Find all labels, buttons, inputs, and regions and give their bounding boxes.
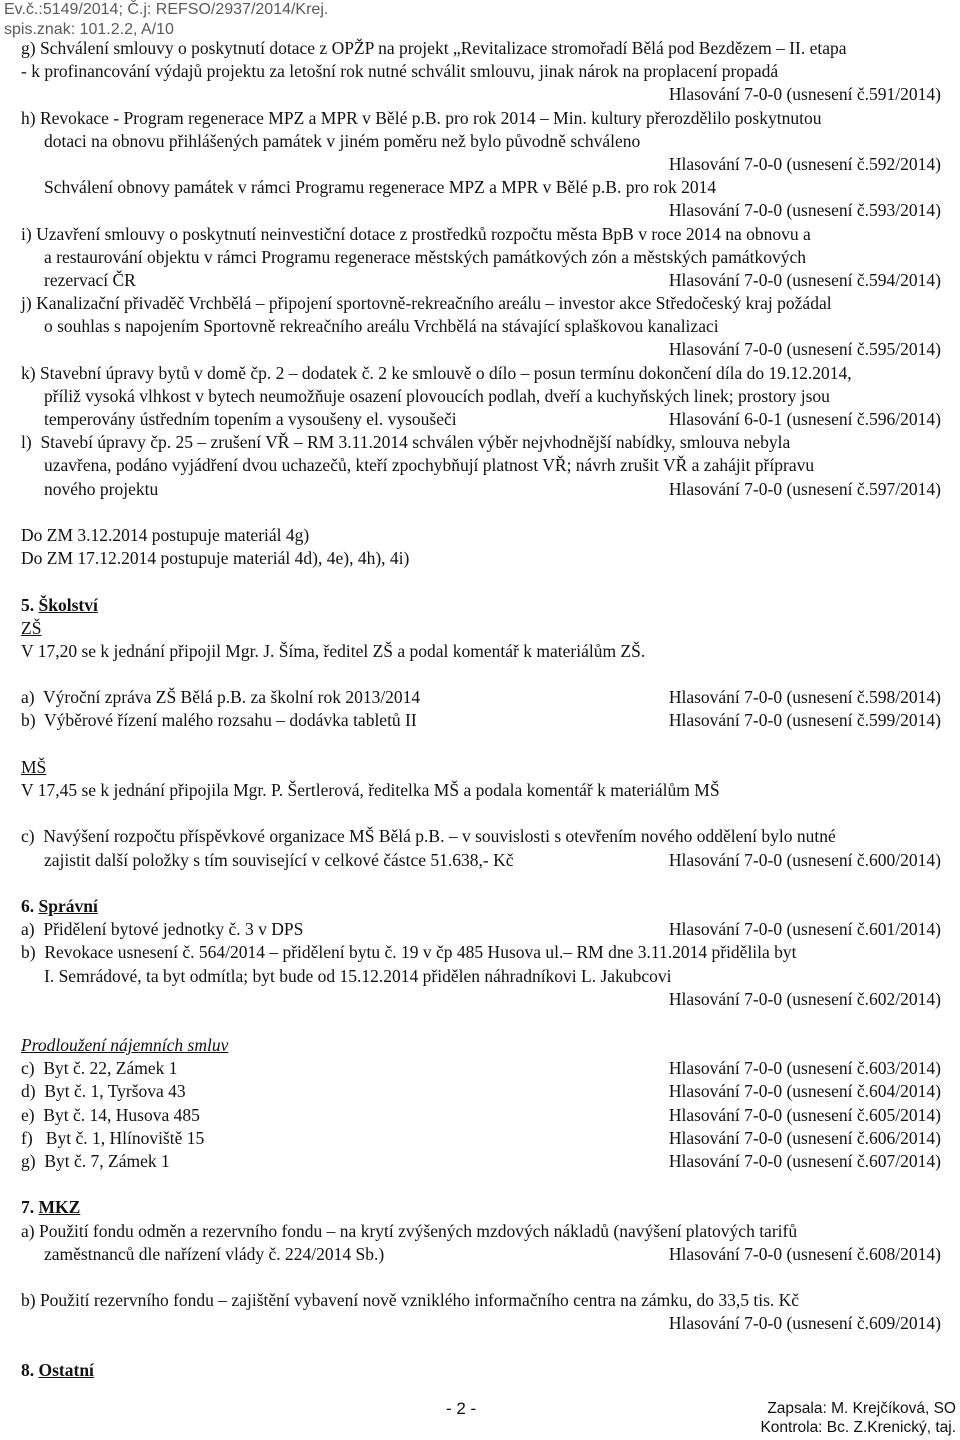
minutes-line xyxy=(21,849,941,872)
vote-result: Hlasování 7-0-0 (usnesení č.607/2014) xyxy=(668,1151,941,1171)
blank-line xyxy=(21,1266,941,1289)
blank-line xyxy=(21,802,941,825)
line-text: c) Byt č. 22, Zámek 1 xyxy=(21,1058,178,1079)
line-text: zajistit další položky s tím související v celkové částce 51.638,- Kč xyxy=(44,849,514,870)
line-text: c) Navýšení rozpočtu příspěvkové organizace MŠ Bělá p.B. – v souvislosti s otevřením nového oddělení bylo nutné xyxy=(21,826,836,847)
line-text: Prodloužení nájemních smluv xyxy=(21,1035,229,1056)
subsection-heading xyxy=(21,617,941,640)
vote-result: Hlasování 7-0-0 (usnesení č.609/2014) xyxy=(668,1313,941,1334)
line-text: dotaci na obnovu přihlášených památek v jiném poměru než bylo původně schváleno xyxy=(44,130,641,151)
vote-result: Hlasování 7-0-0 (usnesení č.604/2014) xyxy=(668,1081,941,1102)
line-text: b) Výběrové řízení malého rozsahu – dodávka tabletů II xyxy=(21,710,417,731)
section-heading xyxy=(21,594,941,617)
minutes-line xyxy=(21,988,941,1011)
line-text: j) Kanalizační přivaděč Vrchbělá – připojení sportovně-rekreačního areálu – investor akce Středočeský kraj požádal xyxy=(21,293,832,314)
minutes-line xyxy=(21,825,941,848)
file-mark: spis.znak: 101.2.2, A/10 xyxy=(4,21,174,38)
line-text: g) Schválení smlouvy o poskytnutí dotace z OPŽP na projekt „Revitalizace stromořadí Bělá pod Bezdězem – II. etapa xyxy=(21,38,847,58)
subsection-heading xyxy=(21,756,941,779)
line-text: zaměstnanců dle nařízení vlády č. 224/2014 Sb.) xyxy=(44,1243,385,1264)
vote-result: Hlasování 7-0-0 (usnesení č.593/2014) xyxy=(668,200,941,221)
vote-result: Hlasování 7-0-0 (usnesení č.598/2014) xyxy=(668,687,941,708)
minutes-line xyxy=(21,176,941,199)
line-text: příliž vysoká vlhkost v bytech neumožňuje osazení plovoucích podlah, dveří a kuchyňských linek; prostory jsou xyxy=(44,385,830,406)
line-text: i) Uzavření smlouvy o poskytnutí neinvestiční dotace z prostředků rozpočtu města BpB v roce 2014 na obnovu a xyxy=(21,223,811,244)
line-text: f) Byt č. 1, Hlínoviště 15 xyxy=(21,1127,205,1148)
line-text: - k profinancování výdajů projektu za letošní rok nutné schválit smlouvu, jinak nárok na proplacení propadá xyxy=(21,61,779,82)
line-text: d) Byt č. 1, Tyršova 43 xyxy=(21,1081,186,1102)
minutes-line xyxy=(21,83,941,106)
minutes-line xyxy=(21,315,941,338)
line-text: V 17,45 se k jednání připojila Mgr. P. Šertlerová, ředitelka MŠ a podala komentář k materiálům MŠ xyxy=(21,780,720,800)
minutes-line xyxy=(21,246,941,269)
minutes-line xyxy=(21,431,941,454)
line-text: e) Byt č. 14, Husova 485 xyxy=(21,1104,200,1125)
line-text: a) Výroční zpráva ZŠ Bělá p.B. za školní rok 2013/2014 xyxy=(21,687,421,708)
vote-result: Hlasování 7-0-0 (usnesení č.594/2014) xyxy=(668,269,941,290)
line-text: rezervací ČR xyxy=(44,269,136,290)
document-header xyxy=(4,0,328,40)
line-text: g) Byt č. 7, Zámek 1 xyxy=(21,1151,170,1171)
section-heading xyxy=(21,1359,941,1382)
blank-line xyxy=(21,570,941,593)
line-text: Schválení obnovy památek v rámci Programu regenerace MPZ a MPR v Bělé p.B. pro rok 2014 xyxy=(44,177,717,198)
page-footer xyxy=(0,1399,960,1439)
vote-result: Hlasování 7-0-0 (usnesení č.602/2014) xyxy=(668,988,941,1009)
blank-line xyxy=(21,663,941,686)
minutes-line xyxy=(21,269,941,292)
minutes-line xyxy=(21,1127,941,1150)
minutes-line xyxy=(21,153,941,176)
vote-result: Hlasování 7-0-0 (usnesení č.592/2014) xyxy=(668,153,941,174)
minutes-line xyxy=(21,709,941,732)
vote-result: Hlasování 7-0-0 (usnesení č.600/2014) xyxy=(668,849,941,870)
minutes-body xyxy=(21,37,941,1382)
minutes-line xyxy=(21,1057,941,1080)
minutes-line xyxy=(21,130,941,153)
vote-result: Hlasování 7-0-0 (usnesení č.605/2014) xyxy=(668,1104,941,1125)
line-text: I. Semrádové, ta byt odmítla; byt bude od 15.12.2014 přidělen náhradníkovi L. Jakubcovi xyxy=(44,965,672,986)
minutes-line xyxy=(21,1289,941,1312)
minutes-line xyxy=(21,362,941,385)
minutes-line xyxy=(21,1220,941,1243)
vote-result: Hlasování 7-0-0 (usnesení č.597/2014) xyxy=(668,478,941,499)
minutes-line xyxy=(21,524,941,547)
line-text: 8. Ostatní xyxy=(21,1359,94,1380)
line-text: uzavřena, podáno vyjádření dvou uchazečů, kteří zpochybňují platnost VŘ; návrh zrušit VŘ a zahájit přípravu xyxy=(44,455,815,476)
line-text: o souhlas s napojením Sportovně rekreačního areálu Vrchbělá na stávající splaškovou kanalizaci xyxy=(44,316,719,337)
minutes-line xyxy=(21,941,941,964)
line-text: h) Revokace - Program regenerace MPZ a MPR v Bělé p.B. pro rok 2014 – Min. kultury přerozdělilo poskytnutou xyxy=(21,107,822,128)
line-text: nového projektu xyxy=(44,478,159,499)
minutes-line xyxy=(21,60,941,83)
line-text: l) Stavebí úpravy čp. 25 – zrušení VŘ – RM 3.11.2014 schválen výběr nejvhodnější nabídky, smlouva nebyla xyxy=(21,432,791,453)
recorded-by: Zapsala: M. Krejčíková, SO xyxy=(767,1400,956,1417)
minutes-line xyxy=(21,199,941,222)
minutes-line xyxy=(21,1312,941,1335)
vote-result: Hlasování 6-0-1 (usnesení č.596/2014) xyxy=(668,409,941,429)
minutes-line xyxy=(21,107,941,130)
blank-line xyxy=(21,872,941,895)
section-heading xyxy=(21,1196,941,1219)
minutes-line xyxy=(21,385,941,408)
line-text: b) Revokace usnesení č. 564/2014 – přidělení bytu č. 19 v čp 485 Husova ul.– RM dne 3.11.2014 přidělila byt xyxy=(21,942,797,963)
minutes-line xyxy=(21,1243,941,1266)
line-text: a) Použití fondu odměn a rezervního fondu – na krytí zvýšených mzdových nákladů (navýšení platových tarifů xyxy=(21,1220,798,1241)
line-text: 7. MKZ xyxy=(21,1197,81,1218)
vote-result: Hlasování 7-0-0 (usnesení č.606/2014) xyxy=(668,1127,941,1148)
line-text: a) Přidělení bytové jednotky č. 3 v DPS xyxy=(21,919,304,940)
minutes-line xyxy=(21,338,941,361)
line-text: V 17,20 se k jednání připojil Mgr. J. Šíma, ředitel ZŠ a podal komentář k materiálům ZŠ. xyxy=(21,640,646,661)
line-text: a restaurování objektu v rámci Programu regenerace městských památkových zón a městských památkových xyxy=(44,246,806,267)
minutes-line xyxy=(21,37,941,60)
minutes-line xyxy=(21,223,941,246)
blank-line xyxy=(21,501,941,524)
minutes-line xyxy=(21,547,941,570)
minutes-line xyxy=(21,640,941,663)
line-text: MŠ xyxy=(21,756,47,777)
vote-result: Hlasování 7-0-0 (usnesení č.591/2014) xyxy=(668,84,941,105)
vote-result: Hlasování 7-0-0 (usnesení č.601/2014) xyxy=(668,919,941,940)
vote-result: Hlasování 7-0-0 (usnesení č.595/2014) xyxy=(668,339,941,360)
blank-line xyxy=(21,1011,941,1034)
line-text: Do ZM 3.12.2014 postupuje materiál 4g) xyxy=(21,524,310,545)
line-text: Do ZM 17.12.2014 postupuje materiál 4d), 4e), 4h), 4i) xyxy=(21,548,410,569)
checked-by: Kontrola: Bc. Z.Krenický, taj. xyxy=(760,1419,956,1436)
minutes-line xyxy=(21,292,941,315)
blank-line xyxy=(21,1336,941,1359)
minutes-line xyxy=(21,478,941,501)
page-number: - 2 - xyxy=(446,1399,477,1418)
evidence-number: Ev.č.:5149/2014; Č.j: REFSO/2937/2014/Krej. xyxy=(4,1,329,18)
vote-result: Hlasování 7-0-0 (usnesení č.608/2014) xyxy=(668,1243,941,1264)
signature-block xyxy=(760,1399,956,1437)
line-text: ZŠ xyxy=(21,617,42,638)
blank-line xyxy=(21,733,941,756)
line-text: k) Stavební úpravy bytů v domě čp. 2 – dodatek č. 2 ke smlouvě o dílo – posun termínu dokončení díla do 19.12.2014, xyxy=(21,362,852,383)
minutes-line xyxy=(21,965,941,988)
line-text: 5. Školství xyxy=(21,594,98,615)
minutes-line xyxy=(21,408,941,431)
subsection-heading xyxy=(21,1034,941,1057)
minutes-line xyxy=(21,1104,941,1127)
blank-line xyxy=(21,1173,941,1196)
vote-result: Hlasování 7-0-0 (usnesení č.599/2014) xyxy=(668,710,941,731)
minutes-line xyxy=(21,918,941,941)
line-text: temperovány ústředním topením a vysoušeny el. vysoušeči xyxy=(44,409,457,429)
line-text: 6. Správní xyxy=(21,895,98,916)
minutes-line xyxy=(21,454,941,477)
section-heading xyxy=(21,895,941,918)
minutes-line xyxy=(21,1150,941,1173)
vote-result: Hlasování 7-0-0 (usnesení č.603/2014) xyxy=(668,1058,941,1079)
minutes-line xyxy=(21,686,941,709)
minutes-line xyxy=(21,1080,941,1103)
minutes-line xyxy=(21,779,941,802)
line-text: b) Použití rezervního fondu – zajištění vybavení nově vzniklého informačního centra na zámku, do 33,5 tis. Kč xyxy=(21,1290,800,1311)
